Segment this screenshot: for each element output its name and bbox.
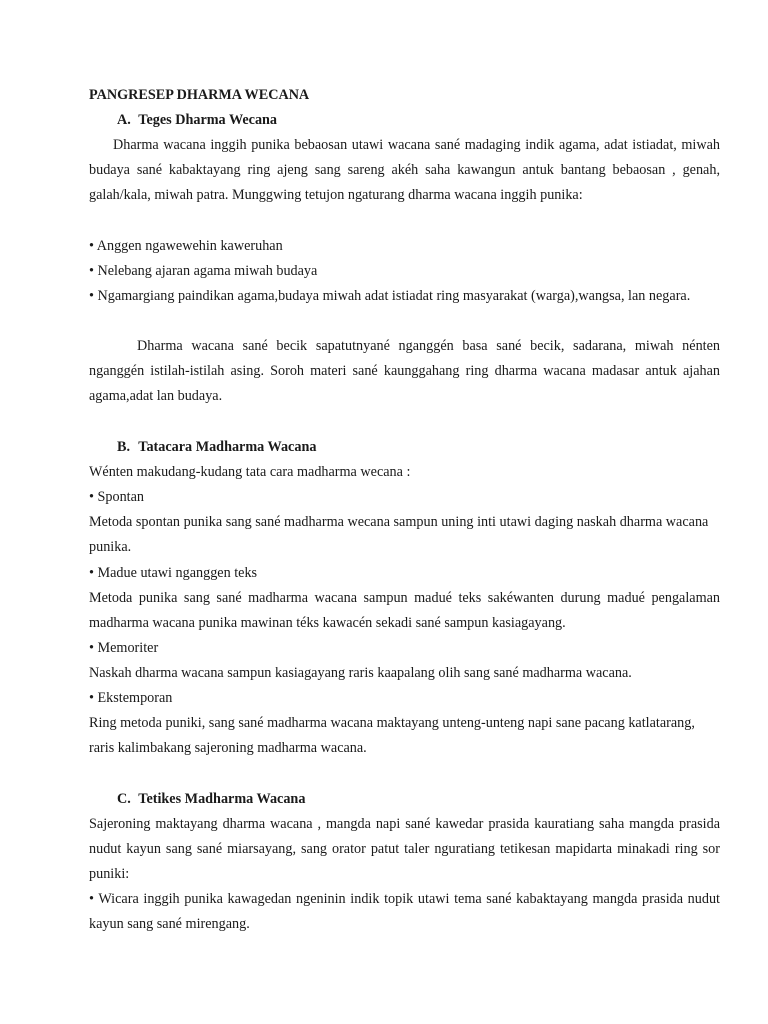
section-c-bullet-1: • Wicara inggih punika kawagedan ngeninin indik topik utawi tema sané kabaktayang mangda prasida nudut kayun sang sané mirengang.: [89, 891, 720, 933]
section-a-letter: A.: [117, 112, 131, 128]
section-c-title: Tetikes Madharma Wacana: [138, 791, 306, 807]
section-b-item-3-text: Naskah dharma wacana sampun kasiagayang raris kaapalang olih sang sané madharma wacana.: [89, 665, 632, 681]
section-c-heading: [117, 787, 617, 812]
section-b-item-1-text: Metoda spontan punika sang sané madharma wecana sampun uning inti utawi daging naskah dharma wacana punika.: [89, 514, 709, 556]
section-a-title: Teges Dharma Wecana: [138, 112, 278, 128]
section-b-item-4-label: • Ekstemporan: [89, 690, 173, 706]
section-a-bullet-3: • Ngamargiang paindikan agama,budaya miwah adat istiadat ring masyarakat (warga),wangsa, lan negara.: [89, 288, 691, 304]
section-a-heading: [117, 108, 617, 133]
section-c-intro: Sajeroning maktayang dharma wacana , mangda napi sané kawedar prasida kauratiang saha mangda prasida nudut kayun sang sané miarsayang, sang orator patut taler nguratiang tetikesan mapidarta minakadi ring sor puniki:: [89, 816, 720, 883]
section-a-bullet-1: • Anggen ngawewehin kaweruhan: [89, 238, 283, 254]
section-b-item-2-text: Metoda punika sang sané madharma wacana sampun madué teks sakéwanten durung madué pengalaman madharma wacana punika mawinan téks kawacén sekadi sané sampun kasiagayang.: [89, 590, 720, 632]
section-b-title: Tatacara Madharma Wacana: [138, 439, 317, 455]
section-c-letter: C.: [117, 791, 131, 807]
section-a-bullet-2: • Nelebang ajaran agama miwah budaya: [89, 263, 318, 279]
section-a-closing: Dharma wacana sané becik sapatutnyané nganggén basa sané becik, sadarana, miwah nénten nganggén istilah-istilah asing. Soroh materi sané kaunggahang ring dharma wacana madasar antuk ajahan agama,adat lan budaya.: [89, 338, 720, 405]
section-b-item-4-text: Ring metoda puniki, sang sané madharma wacana maktayang unteng-unteng napi sane pacang katlatarang, raris kalimbakang sajeroning madharma wacana.: [89, 715, 695, 757]
section-b-intro: Wénten makudang-kudang tata cara madharma wecana :: [89, 464, 411, 480]
section-b-item-1-label: • Spontan: [89, 489, 145, 505]
section-b-letter: B.: [117, 439, 131, 455]
section-b-item-2-label: • Madue utawi nganggen teks: [89, 565, 258, 581]
document-title-text: PANGRESEP DHARMA WECANA: [89, 87, 310, 103]
section-b-item-3-label: • Memoriter: [89, 640, 159, 656]
section-b-heading: [117, 435, 617, 460]
document-title: [89, 83, 720, 108]
section-a-intro: Dharma wacana inggih punika bebaosan utawi wacana sané madaging indik agama, adat istiadat, miwah budaya sané kabaktayang ring ajeng sang sareng akéh saha kawangun antuk bantang bebaosan , genah, galah/kala, miwah patra. Munggwing tetujon ngaturang dharma wacana inggih punika:: [89, 137, 720, 204]
